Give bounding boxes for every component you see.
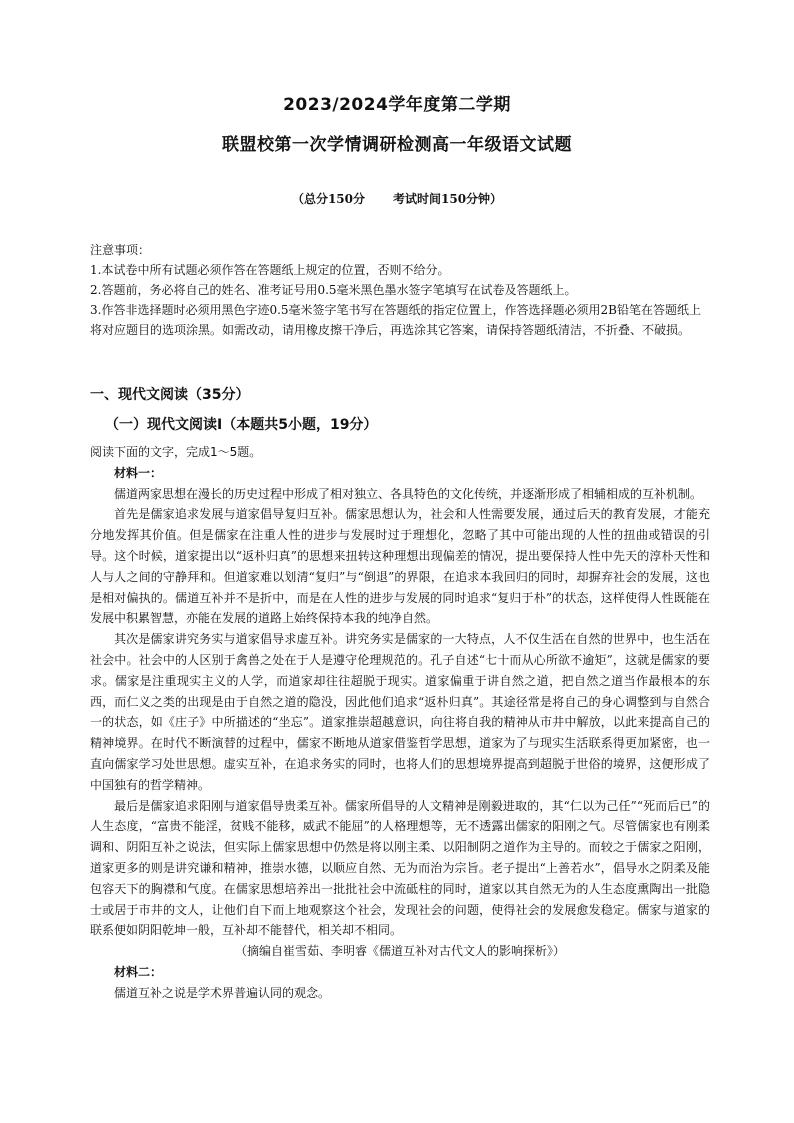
sub-section-heading: （一）现代文阅读Ⅰ（本题共5小题，19分） [105,417,378,433]
passage-paragraph: 最后是儒家追求阳刚与道家倡导贵柔互补。儒家所倡导的人文精神是刚毅进取的，其“仁以为己任”“死而后已”的人生态度，“富贵不能淫，贫贱不能移，威武不能屈”的人格理想等，无不透露出儒家的阳刚之气。尽管儒家也有刚柔调和、阴阳互补之说法，但实际上儒家思想中仍然是将以刚主柔、以阳制阴之道作为主导的。而较之于儒家之阳刚，道家更多的则是讲究谦和精神，推崇水德，以顺应自然、无为而治为宗旨。老子提出“上善若水”，倡导水之阴柔及能包容天下的胸襟和气度。在儒家思想培养出一批批社会中流砥柱的同时，道家以其自然无为的人生态度熏陶出一批隐士或居于市井的文人，让他们自下而上地观察这个社会，发现社会的问题，使得社会的发展愈发稳定。儒家与道家的联系便如阴阳乾坤一般，互补却不能替代，相关却不相同。 [90,798,710,938]
passage-source: （摘编自崔雪茹、李明睿《儒道互补对古代文人的影响探析》） [234,944,565,959]
passage-paragraph: 儒道两家思想在漫长的历史过程中形成了相对独立、各具特色的文化传统，并逐渐形成了相辅相成的互补机制。 [114,486,703,501]
section-heading: 一、现代文阅读（35分） [90,387,250,403]
passage-paragraph: 其次是儒家讲究务实与道家倡导求虚互补。讲究务实是儒家的一大特点，人不仅生活在自然的世界中，也生活在社会中。社会中的人区别于禽兽之处在于人是遵守伦理规范的。孔子自述“七十而从心所欲不逾矩”，这就是儒家的要求。儒家是注重现实主义的人学，而道家却往往超脱于现实。道家偏重于讲自然之道，把自然之道当作最根本的东西，而仁义之类的出现是由于自然之道的隐没，因此他们追求“返朴归真”。其途径常是将自己的身心调整到与自然合一的状态，如《庄子》中所描述的“坐忘”。道家推崇超越意识，向往将自我的精神从市井中解放，以此来提高自己的精神境界。在时代不断演替的过程中，儒家不断地从道家借鉴哲学思想，道家为了与现实生活联系得更加紧密，也一直向儒家学习处世思想。虚实互补，在追求务实的同时，也将人们的思想境界提高到超脱于世俗的境界，这便形成了中国独有的哲学精神。 [90,632,710,792]
notice-title: 注意事项： [90,243,151,257]
material-label: 材料一： [114,465,163,480]
exam-time: 考试时间150分钟） [393,192,503,206]
notice-item: 2.答题前，务必将自己的姓名、准考证号用0.5毫米黑色墨水签字笔填写在试卷及答题纸上。 [90,283,577,297]
reading-instruction: 阅读下面的文字，完成1～5题。 [90,445,262,459]
notice-item: 3.作答非选择题时必须用黑色字迹0.5毫米签字笔书写在答题纸的指定位置上，作答选择题必须用2B铅笔在答题纸上将对应题目的选项涂黑。如需改动，请用橡皮擦干净后，再选涂其它答案，请保持答题纸清洁，不折叠、不破损。 [90,303,701,337]
exam-meta [0,190,794,207]
passage-paragraph: 首先是儒家追求发展与道家倡导复归互补。儒家思想认为，社会和人性需要发展，通过后天的教育发展，才能充分地发挥其价值。但是儒家在注重人性的进步与发展时过于理想化，忽略了其中可能出现的人性的扭曲或错误的引导。这个时候，道家提出以“返朴归真”的思想来扭转这种理想出现偏差的情况，提出要保持人性中先天的淳朴天性和人与人之间的守静拜和。但道家难以划清“复归”与“倒退”的界限，在追求本我回归的同时，却摒弃社会的发展，这也是相对偏执的。儒道互补并不是折中，而是在人性的进步与发展的同时追求“复归于朴”的状态，这样使得人性既能在发展中积累智慧，亦能在发展的道路上始终保持本我的纯净自然。 [90,507,710,626]
exam-term-title: 2023/2024学年度第二学期 [283,95,511,115]
exam-main-title: 联盟校第一次学情调研检测高一年级语文试题 [222,135,572,155]
reading-passage [90,442,710,1004]
notice-item: 1.本试卷中所有试题必须作答在答题纸上规定的位置，否则不给分。 [90,263,450,277]
total-score: （总分150分 [291,192,365,206]
notice-block [90,240,710,340]
material-label: 材料二： [114,964,163,979]
passage-paragraph: 儒道互补之说是学术界普遍认同的观念。 [114,985,331,1000]
